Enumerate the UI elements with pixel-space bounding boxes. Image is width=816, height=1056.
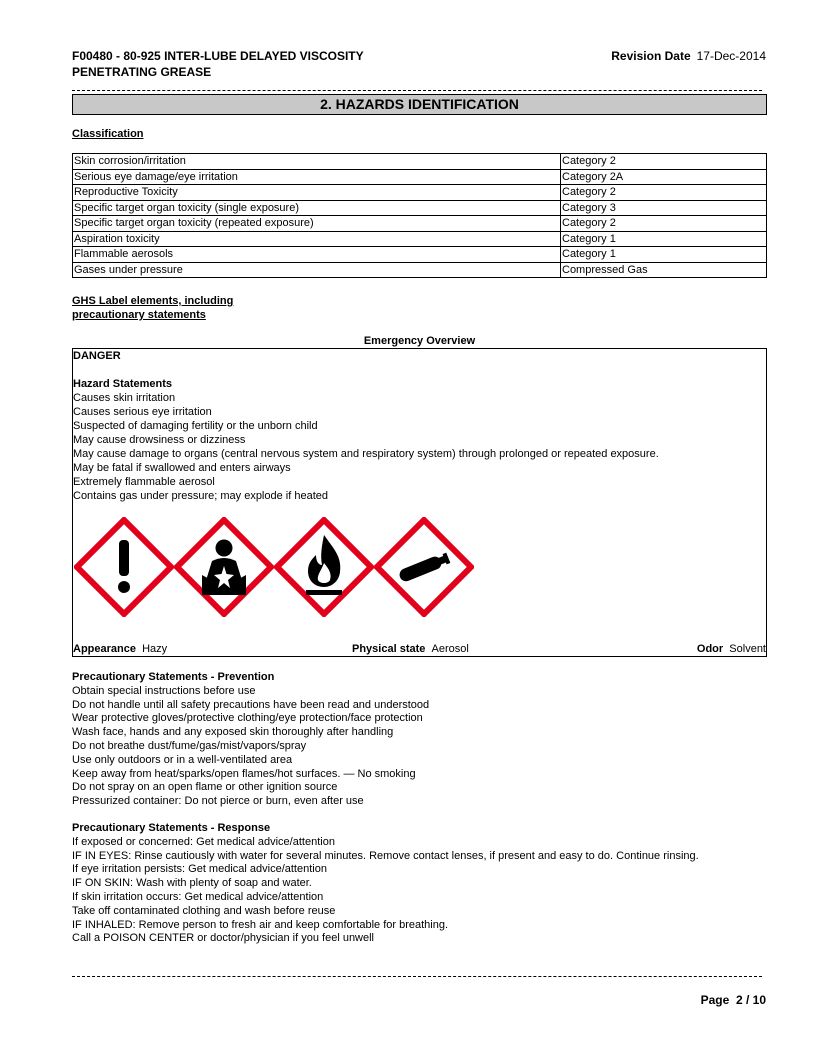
response-heading: Precautionary Statements - Response (72, 822, 271, 834)
gas-cylinder-icon (374, 517, 474, 617)
hazard-class-cell: Aspiration toxicity (73, 231, 561, 247)
prevention-statement: Wash face, hands and any exposed skin thoroughly after handling (72, 726, 394, 739)
classification-row (73, 247, 767, 263)
odor-field (697, 642, 766, 656)
classification-row (73, 185, 767, 201)
odor-value: Solvent (729, 643, 766, 655)
response-statement: If exposed or concerned: Get medical advice/attention (72, 835, 335, 848)
flame-icon (274, 517, 374, 617)
hazard-statement: Suspected of damaging fertility or the unborn child (73, 420, 318, 432)
response-statement: Call a POISON CENTER or doctor/physician if you feel unwell (72, 932, 375, 945)
document-header-product (72, 48, 364, 80)
classification-row (73, 231, 767, 247)
prevention-statement: Keep away from heat/sparks/open flames/hot surfaces. — No smoking (72, 767, 416, 780)
appearance-label: Appearance (73, 643, 136, 655)
hazard-category-cell: Category 2 (561, 185, 767, 201)
hazard-statement: May cause drowsiness or dizziness (73, 434, 246, 446)
hazard-class-cell: Reproductive Toxicity (73, 185, 561, 201)
page-number (701, 993, 766, 1007)
classification-row (73, 216, 767, 232)
hazard-class-cell: Serious eye damage/eye irritation (73, 169, 561, 185)
classification-heading: Classification (72, 128, 144, 140)
hazard-class-cell: Specific target organ toxicity (repeated exposure) (73, 216, 561, 232)
response-list (72, 836, 699, 946)
ghs-label-heading (72, 294, 233, 322)
ghs-label-heading-line1: GHS Label elements, including (72, 295, 234, 307)
hazard-statement: Causes skin irritation (73, 392, 176, 404)
odor-label: Odor (696, 643, 724, 655)
emergency-overview-title: Emergency Overview (363, 335, 476, 347)
hazard-statements-list (73, 391, 659, 503)
hazard-statement: Causes serious eye irritation (73, 406, 212, 418)
prevention-heading: Precautionary Statements - Prevention (72, 671, 275, 683)
hazard-class-cell: Specific target organ toxicity (single exposure) (73, 200, 561, 216)
product-name-line1: F00480 - 80-925 INTER-LUBE DELAYED VISCOSITY (72, 49, 364, 63)
hazard-statement: May be fatal if swallowed and enters airways (73, 462, 291, 474)
response-statement: IF IN EYES: Rinse cautiously with water for several minutes. Remove contact lenses, if present and easy to do. Continue rinsing. (72, 849, 699, 862)
page-label: Page (700, 993, 730, 1007)
hazard-category-cell: Category 2 (561, 154, 767, 170)
classification-row (73, 200, 767, 216)
signal-word: DANGER (73, 350, 121, 362)
physical-state-label: Physical state (352, 643, 426, 655)
prevention-statement: Wear protective gloves/protective clothing/eye protection/face protection (72, 712, 423, 725)
response-statement: Take off contaminated clothing and wash before reuse (72, 904, 336, 917)
header-divider (72, 90, 762, 91)
hazard-class-cell: Flammable aerosols (73, 247, 561, 263)
hazard-text-block (73, 349, 659, 503)
hazard-class-cell: Gases under pressure (73, 262, 561, 278)
response-section (72, 822, 699, 946)
classification-row (73, 169, 767, 185)
revision-date-value: 17-Dec-2014 (696, 49, 766, 63)
hazard-category-cell: Category 1 (561, 247, 767, 263)
hazard-statement: Contains gas under pressure; may explode if heated (73, 490, 328, 502)
physical-state-field (352, 642, 469, 656)
hazard-class-cell: Skin corrosion/irritation (73, 154, 561, 170)
section-title: 2. HAZARDS IDENTIFICATION (72, 94, 767, 115)
prevention-list (72, 685, 429, 809)
hazard-statements-heading: Hazard Statements (73, 378, 173, 390)
prevention-statement: Do not spray on an open flame or other ignition source (72, 781, 338, 794)
response-statement: If skin irritation occurs: Get medical advice/attention (72, 890, 324, 903)
footer-divider (72, 976, 762, 977)
exclamation-mark-icon (74, 517, 174, 617)
hazard-category-cell: Category 2 (561, 216, 767, 232)
hazard-statement: Extremely flammable aerosol (73, 476, 215, 488)
health-hazard-icon (174, 517, 274, 617)
classification-row (73, 154, 767, 170)
physical-state-value: Aerosol (431, 643, 469, 655)
prevention-statement: Use only outdoors or in a well-ventilated area (72, 753, 293, 766)
appearance-field (73, 642, 167, 656)
classification-row (73, 262, 767, 278)
product-name-line2: PENETRATING GREASE (72, 65, 212, 79)
response-statement: If eye irritation persists: Get medical advice/attention (72, 863, 327, 876)
prevention-statement: Pressurized container: Do not pierce or burn, even after use (72, 795, 364, 808)
response-statement: IF INHALED: Remove person to fresh air and keep comfortable for breathing. (72, 918, 449, 931)
ghs-label-heading-line2: precautionary statements (72, 309, 206, 321)
prevention-statement: Do not breathe dust/fume/gas/mist/vapors/spray (72, 739, 307, 752)
revision-date-block (611, 48, 766, 64)
prevention-section (72, 671, 429, 809)
hazard-category-cell: Compressed Gas (561, 262, 767, 278)
hazard-statement: May cause damage to organs (central nervous system and respiratory system) through prolonged or repeated exposure. (73, 448, 659, 460)
hazard-category-cell: Category 3 (561, 200, 767, 216)
response-statement: IF ON SKIN: Wash with plenty of soap and water. (72, 877, 312, 890)
hazard-category-cell: Category 2A (561, 169, 767, 185)
prevention-statement: Do not handle until all safety precautions have been read and understood (72, 698, 430, 711)
prevention-statement: Obtain special instructions before use (72, 684, 256, 697)
hazard-category-cell: Category 1 (561, 231, 767, 247)
page-value: 2 / 10 (735, 993, 766, 1007)
appearance-value: Hazy (142, 643, 168, 655)
emergency-overview-box (72, 348, 767, 657)
classification-table (72, 153, 767, 278)
revision-date-label: Revision Date (611, 49, 691, 63)
